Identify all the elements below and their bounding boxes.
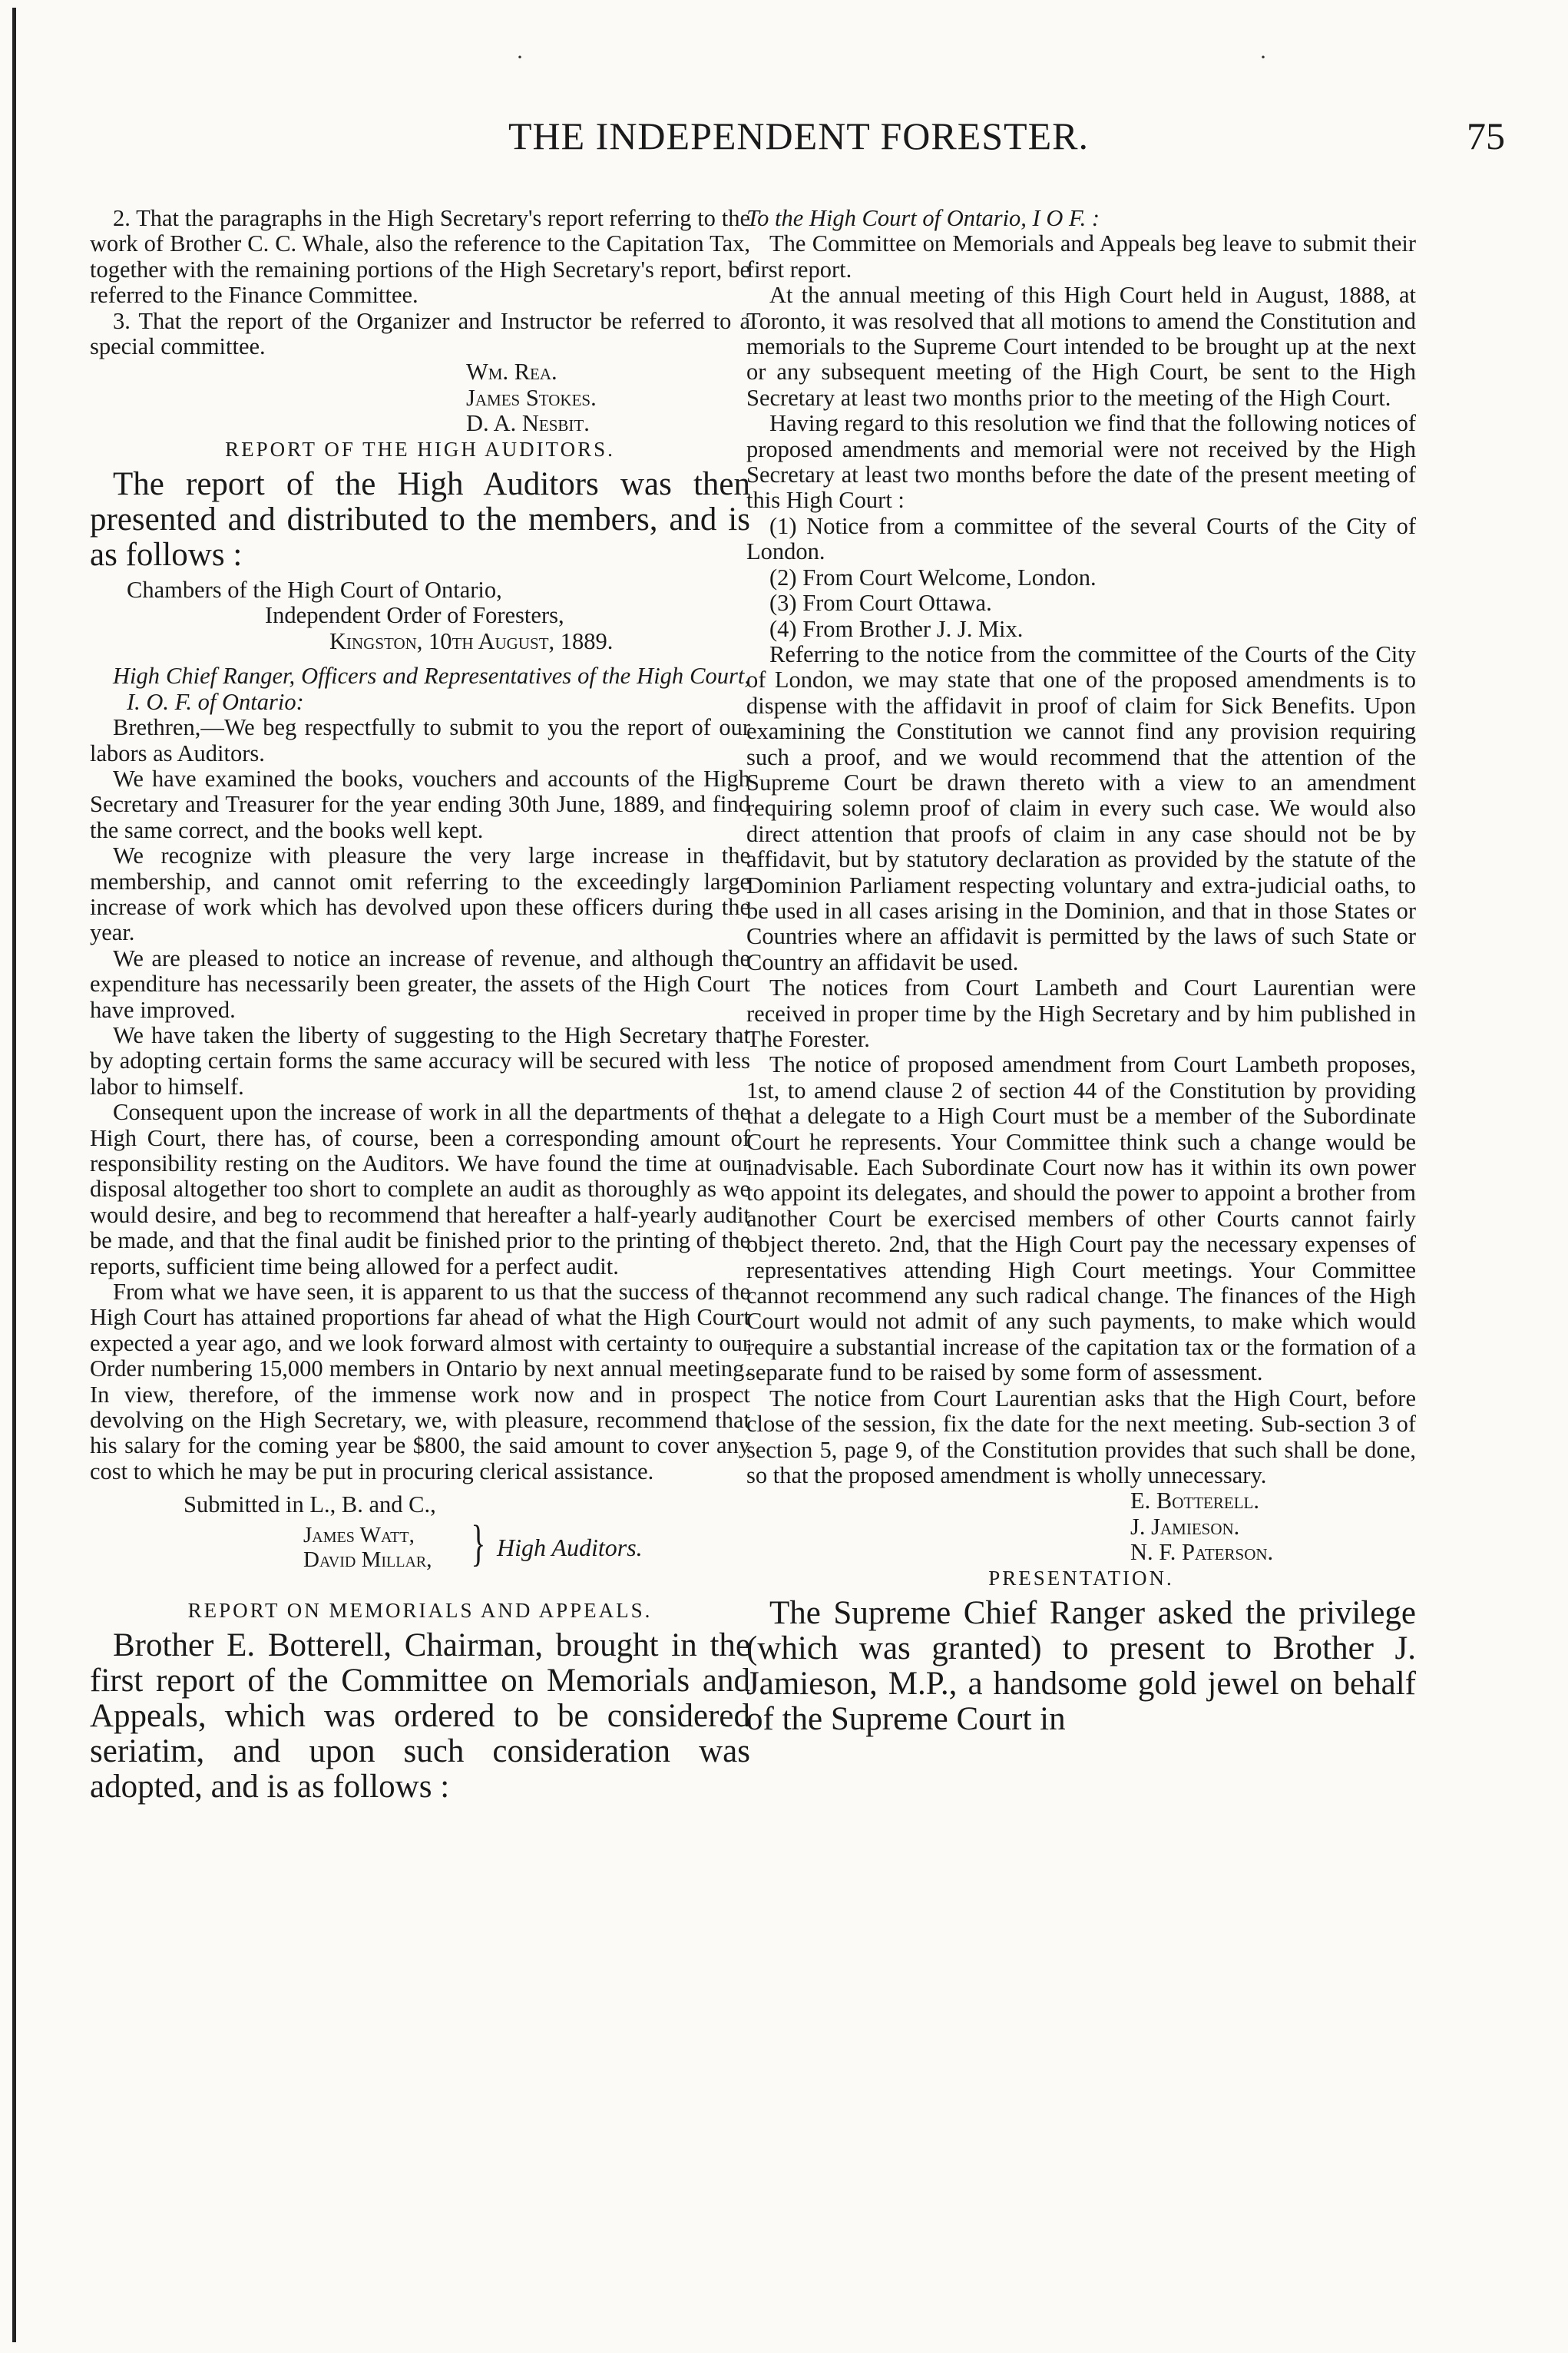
address-line: Chambers of the High Court of Ontario, (127, 577, 502, 604)
signature: D. A. Nesbit. (466, 410, 590, 437)
ink-speck: · (1259, 45, 1267, 70)
paragraph: The notice from Court Laurentian asks that the High Court, before close of the session, fix the date for the next meeting. Sub-section 3 of section 5, page 9, of the Constitution provides that such shall be done, so that the proposed amendment is wholly unnecessary. (746, 1385, 1416, 1488)
page-header (92, 108, 1505, 169)
paragraph: From what we have seen, it is apparent to us that the success of the High Court has attained proportions far ahead of what the High Court expected a year ago, and we look forward almost with certainty to our Order numbering 15,000 members in Ontario by next annual meeting. In view, therefore, of the immense work now and in prospect devolving on the High Secretary, we, with pleasure, recommend that his salary for the coming year be $800, the said amount to cover any cost to which he may be put in procuring clerical assistance. (90, 1279, 750, 1484)
signature: James Stokes. (466, 384, 597, 411)
paragraph: We recognize with pleasure the very large increase in the membership, and cannot omit referring to the exceedingly large increase of work which has devolved upon these officers during the year. (90, 842, 750, 946)
lead-paragraph: Brother E. Botterell, Chairman, brought in the first report of the Committee on Memorials and Appeals, which was ordered to be considered seriatim, and upon such consideration was adopted, and is as follows : (90, 1627, 750, 1805)
paragraph: The notice of proposed amendment from Court Lambeth proposes, 1st, to amend clause 2 of section 44 of the Constitution by providing that a delegate to a High Court must be a member of the Subordinate Court he represents. Your Committee think such a change would be inadvisable. Each Subordinate Court now has it within its own power to appoint its delegates, and should the power to appoint a brother from another Court be exercised members of other Courts cannot fairly object thereto. 2nd, that the High Court pay the necessary expenses of representatives attending High Court meetings. Your Committee cannot recommend any such radical change. The finances of the High Court would not admit of any such payments, to make which would require a substantial increase of the capitation tax or the formation of a separate fund to be raised by some form of assessment. (746, 1051, 1416, 1386)
paragraph: We have examined the books, vouchers and accounts of the High Secretary and Treasurer for the year ending 30th June, 1889, and find the same correct, and the books well kept. (90, 765, 750, 843)
paragraph: 2. That the paragraphs in the High Secretary's report referring to the work of Brother C. C. Whale, also the reference to the Capitation Tax, together with the remaining portions of the High Secretary's report, be referred to the Finance Committee. (90, 205, 750, 309)
paragraph: Consequent upon the increase of work in all the departments of the High Court, there has, of course, been a corresponding amount of responsibility resting on the Auditors. We have found the time at our disposal altogether too short to complete an audit as thoroughly as we would desire, and beg to recommend that hereafter a half-yearly audit be made, and that the final audit be finished prior to the printing of the reports, sufficient time being allowed for a perfect audit. (90, 1099, 750, 1279)
signature: E. Botterell. (1130, 1488, 1259, 1514)
list-item: (2) From Court Welcome, London. (769, 564, 1097, 591)
section-heading: PRESENTATION. (988, 1566, 1174, 1590)
signature-title: High Auditors. (497, 1533, 643, 1561)
list-item: (1) Notice from a committee of the several Courts of the City of London. (746, 512, 1416, 565)
list-item: (3) From Court Ottawa. (769, 590, 992, 617)
salutation: To the High Court of Ontario, I O F. : (746, 205, 1100, 231)
section-heading: REPORT OF THE HIGH AUDITORS. (225, 437, 615, 461)
auditors-signature (90, 1514, 750, 1580)
paragraph: 3. That the report of the Organizer and Instructor be referred to a special committee. (90, 307, 750, 360)
lead-paragraph: The report of the High Auditors was then presented and distributed to the members, and is as follows : (90, 466, 750, 574)
binding-edge (12, 8, 16, 2342)
submitted-line: Submitted in L., B. and C., (184, 1491, 436, 1518)
paragraph: Referring to the notice from the committee of the Courts of the City of London, we may state that one of the proposed amendments is to dispense with the affidavit in proof of claim for Sick Benefits. Upon examining the Constitution we cannot find any provision requiring such a proof, and we would recommend that the attention of the Supreme Court be drawn thereto with a view to an amendment requiring solemn proof of claim in every such case. We would also direct attention that proofs of claim in any case should not be by affidavit, but by statutory declaration as provided by the statute of the Dominion Parliament respecting voluntary and extra-judicial oaths, to be used in all cases arising in the Dominion, and that in those States or Countries where an affidavit is permitted by the laws of such State or Country an affidavit be used. (746, 640, 1416, 975)
signature: David Millar, (303, 1547, 432, 1572)
paragraph: At the annual meeting of this High Court held in August, 1888, at Toronto, it was resolved that all motions to amend the Constitution and memorials to the Supreme Court intended to be brought up at the next or any subsequent meeting of the High Court, be sent to the High Secretary at least two months prior to the meeting of the High Court. (746, 282, 1416, 411)
page-number: 75 (1467, 114, 1505, 157)
lead-paragraph: The Supreme Chief Ranger asked the privilege (which was granted) to present to Brother J. Jamieson, M.P., a handsome gold jewel on behalf of the Supreme Court in (746, 1594, 1416, 1737)
brace: } (471, 1514, 486, 1571)
paragraph: The Committee on Memorials and Appeals beg leave to submit their first report. (746, 230, 1416, 283)
paragraph: The notices from Court Lambeth and Court Laurentian were received in proper time by the High Secretary and by him published in The Forester. (746, 975, 1416, 1052)
signature: Wm. Rea. (466, 359, 557, 386)
running-title: THE INDEPENDENT FORESTER. (508, 114, 1089, 157)
ink-speck: · (516, 45, 524, 70)
signature: J. Jamieson. (1130, 1513, 1240, 1540)
salutation: High Chief Ranger, Officers and Representatives of the High Court, I. O. F. of Ontario: (113, 663, 750, 715)
left-column (90, 206, 750, 1809)
paragraph: Having regard to this resolution we find that the following notices of proposed amendments and memorial were not received by the High Secretary at least two months before the date of the present meeting of this High Court : (746, 410, 1416, 514)
list-item: (4) From Brother J. J. Mix. (769, 615, 1024, 642)
right-column (746, 206, 1416, 1742)
section-heading: REPORT ON MEMORIALS AND APPEALS. (187, 1598, 653, 1622)
signature: James Watt, (303, 1522, 415, 1547)
paragraph: Brethren,—We beg respectfully to submit to you the report of our labors as Auditors. (90, 714, 750, 766)
paragraph: We have taken the liberty of suggesting to the High Secretary that by adopting certain forms the same accuracy will be secured with less labor to himself. (90, 1021, 750, 1100)
address-line: Independent Order of Foresters, (265, 602, 564, 629)
paragraph: We are pleased to notice an increase of revenue, and although the expenditure has necessarily been greater, the assets of the High Court have improved. (90, 945, 750, 1023)
address-line: Kingston, 10th August, 1889. (329, 627, 614, 654)
signature: N. F. Paterson. (1130, 1539, 1274, 1566)
